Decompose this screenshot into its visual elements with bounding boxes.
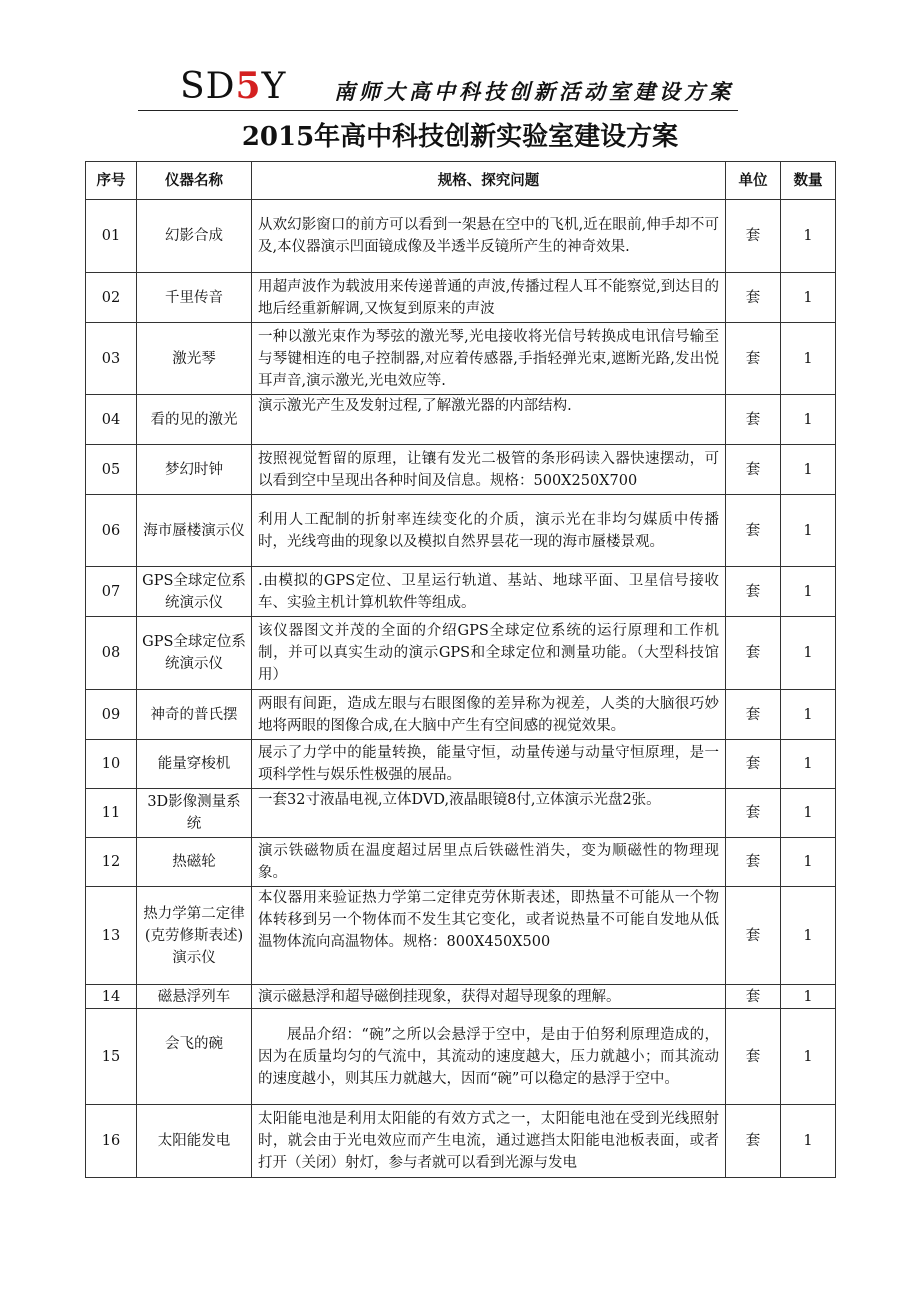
row-no: 15 (86, 1009, 137, 1105)
table-row (86, 740, 836, 789)
row-no: 14 (86, 985, 137, 1009)
row-qty: 1 (781, 1105, 836, 1178)
row-qty: 1 (781, 323, 836, 395)
row-name: 海市蜃楼演示仪 (137, 495, 252, 567)
row-unit: 套 (726, 1105, 781, 1178)
row-unit: 套 (726, 445, 781, 495)
row-name: GPS全球定位系统演示仪 (137, 567, 252, 617)
table-row (86, 395, 836, 445)
row-unit: 套 (726, 617, 781, 690)
row-desc: 从欢幻影窗口的前方可以看到一架悬在空中的飞机,近在眼前,伸手却不可及,本仪器演示凹面镜成像及半透半反镜所产生的神奇效果. (252, 200, 726, 273)
row-no: 03 (86, 323, 137, 395)
row-desc: .由模拟的GPS定位、卫星运行轨道、基站、地球平面、卫星信号接收车、实验主机计算机软件等组成。 (252, 567, 726, 617)
table-row (86, 887, 836, 985)
row-no: 08 (86, 617, 137, 690)
row-unit: 套 (726, 200, 781, 273)
row-qty: 1 (781, 395, 836, 445)
row-name: 看的见的激光 (137, 395, 252, 445)
table-row (86, 985, 836, 1009)
row-qty: 1 (781, 445, 836, 495)
table-row (86, 789, 836, 838)
row-name: 神奇的普氏摆 (137, 690, 252, 740)
row-desc: 一种以激光束作为琴弦的激光琴,光电接收将光信号转换成电讯信号输至与琴键相连的电子控制器,对应着传感器,手指轻弹光束,遮断光路,发出悦耳声音,演示激光,光电效应等. (252, 323, 726, 395)
row-desc: 一套32寸液晶电视,立体DVD,液晶眼镜8付,立体演示光盘2张。 (252, 789, 726, 838)
row-no: 07 (86, 567, 137, 617)
row-no: 16 (86, 1105, 137, 1178)
row-no: 06 (86, 495, 137, 567)
row-unit: 套 (726, 838, 781, 887)
equipment-table (85, 161, 836, 1178)
row-no: 11 (86, 789, 137, 838)
row-name: 3D影像测量系统 (137, 789, 252, 838)
row-desc: 演示磁悬浮和超导磁倒挂现象，获得对超导现象的理解。 (252, 985, 726, 1009)
row-unit: 套 (726, 495, 781, 567)
row-name: 梦幻时钟 (137, 445, 252, 495)
table-row (86, 1009, 836, 1105)
row-unit: 套 (726, 690, 781, 740)
table-row (86, 567, 836, 617)
row-qty: 1 (781, 567, 836, 617)
table-row (86, 323, 836, 395)
page-header (138, 58, 738, 112)
logo-left: SD (180, 66, 236, 107)
row-desc: 演示铁磁物质在温度超过居里点后铁磁性消失，变为顺磁性的物理现象。 (252, 838, 726, 887)
col-header-unit: 单位 (726, 162, 781, 200)
table-row (86, 617, 836, 690)
table-row (86, 1105, 836, 1178)
row-no: 09 (86, 690, 137, 740)
sdy-logo (180, 66, 286, 107)
document-title: 2015年高中科技创新实验室建设方案 (241, 122, 679, 152)
table-row (86, 690, 836, 740)
row-no: 04 (86, 395, 137, 445)
col-header-qty: 数量 (781, 162, 836, 200)
col-header-name: 仪器名称 (137, 162, 252, 200)
row-no: 05 (86, 445, 137, 495)
col-header-no: 序号 (86, 162, 137, 200)
row-name: 幻影合成 (137, 200, 252, 273)
row-unit: 套 (726, 273, 781, 323)
row-name: GPS全球定位系统演示仪 (137, 617, 252, 690)
row-qty: 1 (781, 789, 836, 838)
row-unit: 套 (726, 887, 781, 985)
row-desc: 利用人工配制的折射率连续变化的介质，演示光在非均匀媒质中传播时，光线弯曲的现象以及模拟自然界昙花一现的海市蜃楼景观。 (252, 495, 726, 567)
row-desc: 展品介绍：“碗”之所以会悬浮于空中，是由于伯努利原理造成的，因为在质量均匀的气流中，其流动的速度越大，压力就越小；而其流动的速度越小，则其压力就越大，因而“碗”可以稳定的悬浮于空中。 (252, 1009, 726, 1105)
row-desc: 按照视觉暂留的原理，让镶有发光二极管的条形码读入器快速摆动，可以看到空中呈现出各种时间及信息。规格：500X250X700 (252, 445, 726, 495)
row-desc: 两眼有间距，造成左眼与右眼图像的差异称为视差，人类的大脑很巧妙地将两眼的图像合成,在大脑中产生有空间感的视觉效果。 (252, 690, 726, 740)
row-desc: 用超声波作为载波用来传递普通的声波,传播过程人耳不能察觉,到达目的地后经重新解调,又恢复到原来的声波 (252, 273, 726, 323)
row-name: 激光琴 (137, 323, 252, 395)
row-unit: 套 (726, 323, 781, 395)
row-qty: 1 (781, 690, 836, 740)
table-row (86, 200, 836, 273)
table-row (86, 445, 836, 495)
row-name: 磁悬浮列车 (137, 985, 252, 1009)
header-title: 南师大高中科技创新活动室建设方案 (334, 79, 734, 104)
row-desc: 该仪器图文并茂的全面的介绍GPS全球定位系统的运行原理和工作机制，并可以真实生动的演示GPS和全球定位和测量功能。（大型科技馆用） (252, 617, 726, 690)
logo-right: Y (261, 66, 287, 107)
row-desc: 展示了力学中的能量转换，能量守恒，动量传递与动量守恒原理，是一项科学性与娱乐性极强的展品。 (252, 740, 726, 789)
row-qty: 1 (781, 617, 836, 690)
row-qty: 1 (781, 200, 836, 273)
table-header-row (86, 162, 836, 200)
row-no: 10 (86, 740, 137, 789)
row-unit: 套 (726, 985, 781, 1009)
row-name: 热磁轮 (137, 838, 252, 887)
row-unit: 套 (726, 567, 781, 617)
col-header-desc: 规格、探究问题 (252, 162, 726, 200)
row-unit: 套 (726, 740, 781, 789)
row-qty: 1 (781, 887, 836, 985)
table-row (86, 273, 836, 323)
row-qty: 1 (781, 1009, 836, 1105)
table-row (86, 495, 836, 567)
row-no: 01 (86, 200, 137, 273)
row-desc: 演示激光产生及发射过程,了解激光器的内部结构. (252, 395, 726, 445)
row-desc: 本仪器用来验证热力学第二定律克劳休斯表述，即热量不可能从一个物体转移到另一个物体而不发生其它变化，或者说热量不可能自发地从低温物体流向高温物体。规格：800X450X500 (252, 887, 726, 985)
row-unit: 套 (726, 789, 781, 838)
row-unit: 套 (726, 395, 781, 445)
row-qty: 1 (781, 273, 836, 323)
row-name: 热力学第二定律(克劳修斯表述)演示仪 (137, 887, 252, 985)
row-name: 太阳能发电 (137, 1105, 252, 1178)
row-name: 千里传音 (137, 273, 252, 323)
row-qty: 1 (781, 838, 836, 887)
table-row (86, 838, 836, 887)
row-no: 02 (86, 273, 137, 323)
row-qty: 1 (781, 495, 836, 567)
row-desc: 太阳能电池是利用太阳能的有效方式之一，太阳能电池在受到光线照射时，就会由于光电效应而产生电流，通过遮挡太阳能电池板表面，或者打开（关闭）射灯，参与者就可以看到光源与发电 (252, 1105, 726, 1178)
header-divider (138, 110, 738, 111)
row-name: 能量穿梭机 (137, 740, 252, 789)
row-name: 会飞的碗 (137, 1009, 252, 1105)
row-no: 13 (86, 887, 137, 985)
row-unit: 套 (726, 1009, 781, 1105)
row-qty: 1 (781, 740, 836, 789)
row-qty: 1 (781, 985, 836, 1009)
logo-mark: 5 (235, 65, 262, 107)
row-no: 12 (86, 838, 137, 887)
